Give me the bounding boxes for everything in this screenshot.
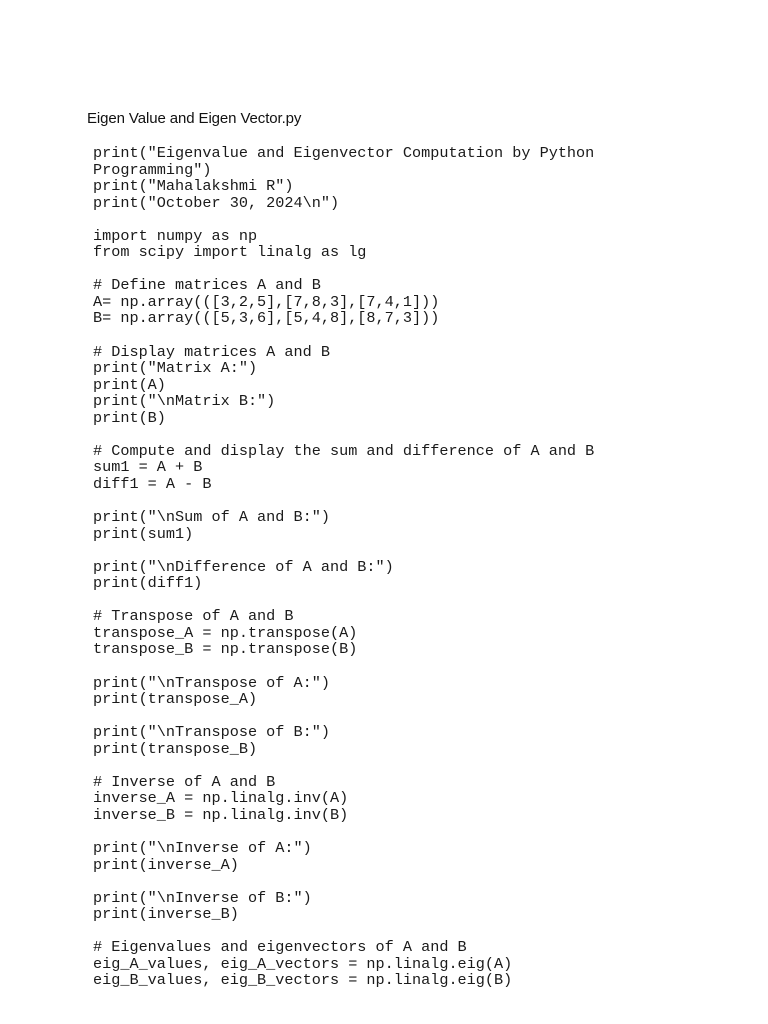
code-line: print(sum1) <box>93 524 194 543</box>
code-line <box>93 708 733 725</box>
code-line: transpose_B = np.transpose(B) <box>93 640 358 659</box>
code-line: inverse_B = np.linalg.inv(B) <box>93 805 349 824</box>
code-line: print("\nInverse of B:") <box>93 888 312 907</box>
code-line: transpose_A = np.transpose(A) <box>93 623 358 642</box>
code-line <box>93 658 733 675</box>
code-line: print(inverse_A) <box>93 855 239 874</box>
code-line <box>93 923 733 940</box>
code-line: eig_B_values, eig_B_vectors = np.linalg.eig(B) <box>93 971 513 990</box>
code-line: inverse_A = np.linalg.inv(A) <box>93 789 349 808</box>
code-line: print("\nSum of A and B:") <box>93 508 330 527</box>
code-line: # Transpose of A and B <box>93 607 294 626</box>
code-line: print(B) <box>93 408 166 427</box>
code-line: print("Mahalakshmi R") <box>93 177 294 196</box>
code-line: # Define matrices A and B <box>93 276 321 295</box>
code-line: print("Eigenvalue and Eigenvector Computation by Python <box>93 144 595 162</box>
code-line <box>93 757 733 774</box>
code-line: print("\nInverse of A:") <box>93 838 312 857</box>
code-line <box>93 542 733 559</box>
code-line: print(diff1) <box>93 574 203 593</box>
code-line: print(A) <box>93 375 166 394</box>
code-line: Programming") <box>93 160 212 179</box>
code-line: print("\nMatrix B:") <box>93 392 276 411</box>
code-line: sum1 = A + B <box>93 458 203 477</box>
code-line: eig_A_values, eig_A_vectors = np.linalg.eig(A) <box>93 954 513 973</box>
code-line <box>93 327 733 344</box>
code-line: print(inverse_B) <box>93 905 239 924</box>
code-line <box>93 426 733 443</box>
code-line: # Display matrices A and B <box>93 342 330 361</box>
code-line: import numpy as np <box>93 226 258 245</box>
file-title: Eigen Value and Eigen Vector.py <box>87 110 302 127</box>
code-line: # Inverse of A and B <box>93 772 276 791</box>
code-line: A= np.array(([3,2,5],[7,8,3],[7,4,1])) <box>93 292 440 311</box>
code-line: # Compute and display the sum and difference of A and B <box>93 441 595 460</box>
code-block <box>93 145 733 989</box>
code-line <box>93 211 733 228</box>
code-line: from scipy import linalg as lg <box>93 243 367 262</box>
code-line <box>93 492 733 509</box>
code-line <box>93 592 733 609</box>
code-line <box>93 873 733 890</box>
code-line: print("\nTranspose of A:") <box>93 673 330 692</box>
code-line: print("\nDifference of A and B:") <box>93 557 394 576</box>
code-line: print("Matrix A:") <box>93 359 258 378</box>
code-line <box>93 823 733 840</box>
code-line: B= np.array(([5,3,6],[5,4,8],[8,7,3])) <box>93 309 440 328</box>
code-line: # Eigenvalues and eigenvectors of A and B <box>93 938 467 957</box>
code-line: diff1 = A - B <box>93 474 212 493</box>
code-line <box>93 261 733 278</box>
code-line: print("\nTranspose of B:") <box>93 723 330 742</box>
code-line: print(transpose_B) <box>93 739 258 758</box>
code-line: print(transpose_A) <box>93 690 258 709</box>
code-line: print("October 30, 2024\n") <box>93 193 340 212</box>
